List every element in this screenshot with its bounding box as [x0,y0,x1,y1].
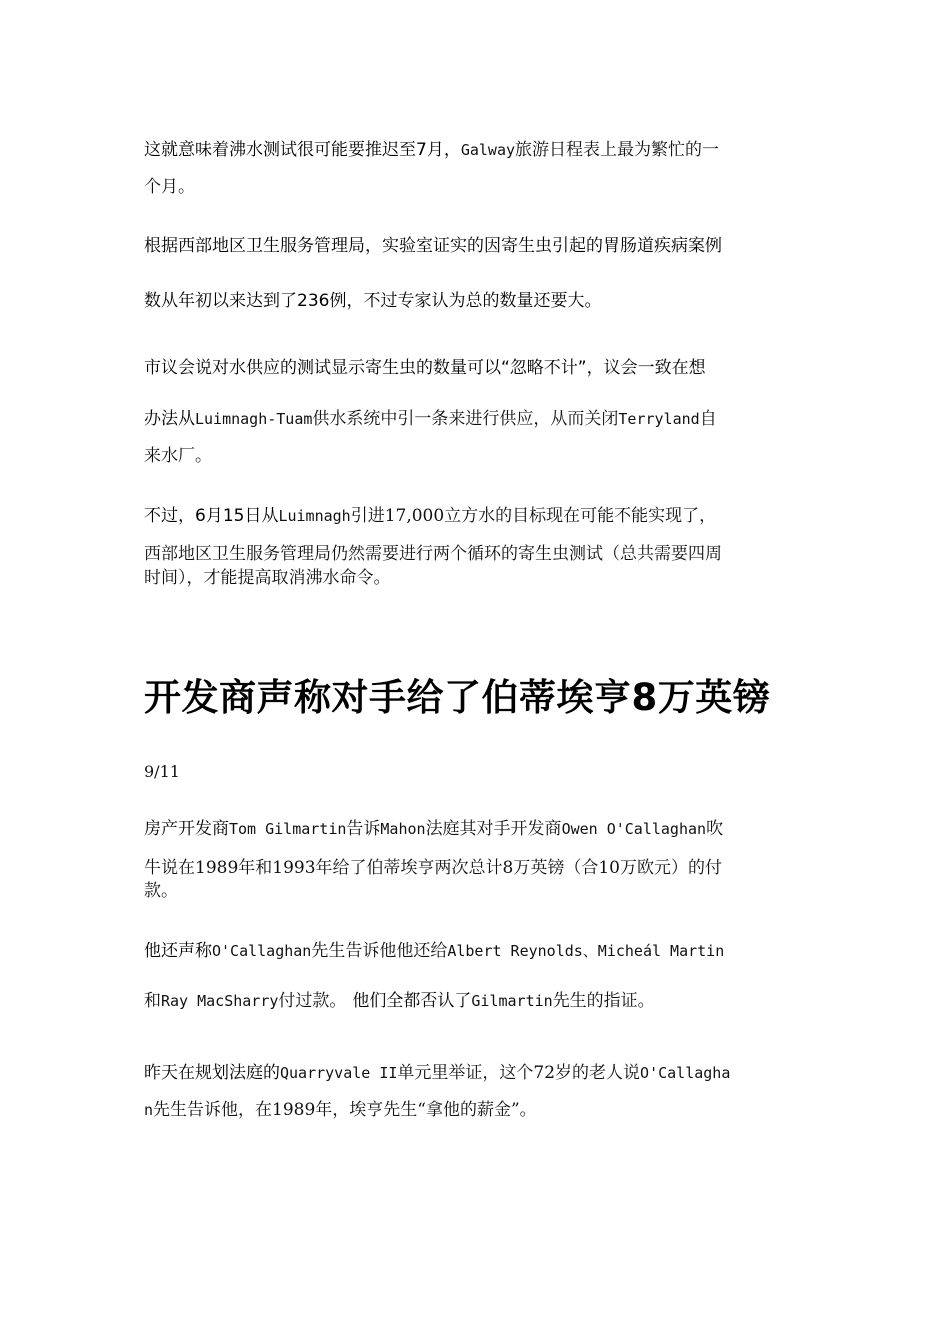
text-run: 他还声称 [144,941,212,961]
text-run: Mahon [380,820,426,838]
article-title: 开发商声称对手给了伯蒂埃亨8万英镑 [144,676,771,719]
paragraph-6-line-2 [144,990,814,1012]
text-run: 先生告诉他他还给 [311,941,448,961]
text-run: 单元里举证，这个72岁的老人说 [397,1063,641,1083]
text-run: n [144,1101,154,1119]
paragraph-4-line-1 [144,505,814,527]
text-run: 时间），才能提高取消沸水命令。 [144,568,391,588]
paragraph-3-line-1 [144,357,814,379]
text-run: 昨天在规划法庭的 [144,1063,280,1083]
text-run: Albert Reynolds、Micheál Martin [447,942,725,960]
text-run: Luimnagh-Tuam [195,410,313,428]
text-run: Ray MacSharry [161,992,279,1010]
text-run: 这就意味着沸水测试很可能要推迟至7月， [144,140,461,160]
text-run: 数从年初以来达到了236例，不过专家认为总的数量还要大。 [144,291,602,311]
paragraph-5-line-3 [144,880,814,902]
text-run: 付过款。 [278,991,347,1011]
text-run: Tom Gilmartin [229,820,347,838]
text-run: 告诉 [346,819,381,839]
text-run: 西部地区卫生服务管理局仍然需要进行两个循环的寄生虫测试（总共需要四周 [144,544,722,564]
text-run: 旅游日程表上最为繁忙的一 [515,140,720,160]
paragraph-7-line-1 [144,1062,814,1084]
paragraph-2-line-1 [144,235,814,257]
text-run: 先生告诉他，在1989年，埃亨先生“拿他的薪金”。 [153,1100,537,1120]
paragraph-7-line-2 [144,1099,814,1121]
text-run: 先生的指证。 [552,991,655,1011]
article-date: 9/11 [144,762,180,781]
paragraph-3-line-2 [144,408,814,430]
text-run: 自 [699,409,717,429]
text-run: Quarryvale II [280,1064,398,1082]
text-run: Terryland [618,410,700,428]
text-run: 来水厂。 [144,446,212,466]
text-run: 办法从 [144,409,195,429]
text-run: O'Callaghan [212,942,312,960]
text-run: 吹 [706,819,724,839]
text-run: Luimnagh [278,507,351,525]
text-run: Owen O'Callaghan [561,820,707,838]
paragraph-4-line-2 [144,543,814,565]
text-run: Galway [460,141,516,159]
text-run: 个月。 [144,177,195,197]
text-run: 牛说在1989年和1993年给了伯蒂埃亨两次总计8万英镑（合10万欧元）的付 [144,858,722,878]
text-run: O'Callagha [640,1064,731,1082]
paragraph-5-line-2 [144,857,814,879]
text-run: 房产开发商 [144,819,229,839]
paragraph-5-line-1 [144,818,814,840]
paragraph-1-line-1 [144,139,814,161]
paragraph-6-line-1 [144,940,814,962]
text-run: 和 [144,991,161,1011]
text-run: 不过，6月15日从 [144,506,279,526]
paragraph-2-line-2 [144,290,814,312]
text-run: 根据西部地区卫生服务管理局，实验室证实的因寄生虫引起的胃肠道疾病案例 [144,236,722,256]
paragraph-1-line-2 [144,176,814,198]
text-run: 法庭其对手开发商 [425,819,562,839]
text-run: 供水系统中引一条来进行供应，从而关闭 [312,409,619,429]
text-run: 他们全都否认了 [352,991,472,1011]
text-run: Gilmartin [471,992,553,1010]
text-run: 款。 [144,881,178,901]
paragraph-3-line-3 [144,445,814,467]
text-run: 引进17,000立方水的目标现在可能不能实现了， [350,506,717,526]
text-run: 市议会说对水供应的测试显示寄生虫的数量可以“忽略不计”，议会一致在想 [144,358,706,378]
paragraph-4-line-3 [144,567,814,589]
